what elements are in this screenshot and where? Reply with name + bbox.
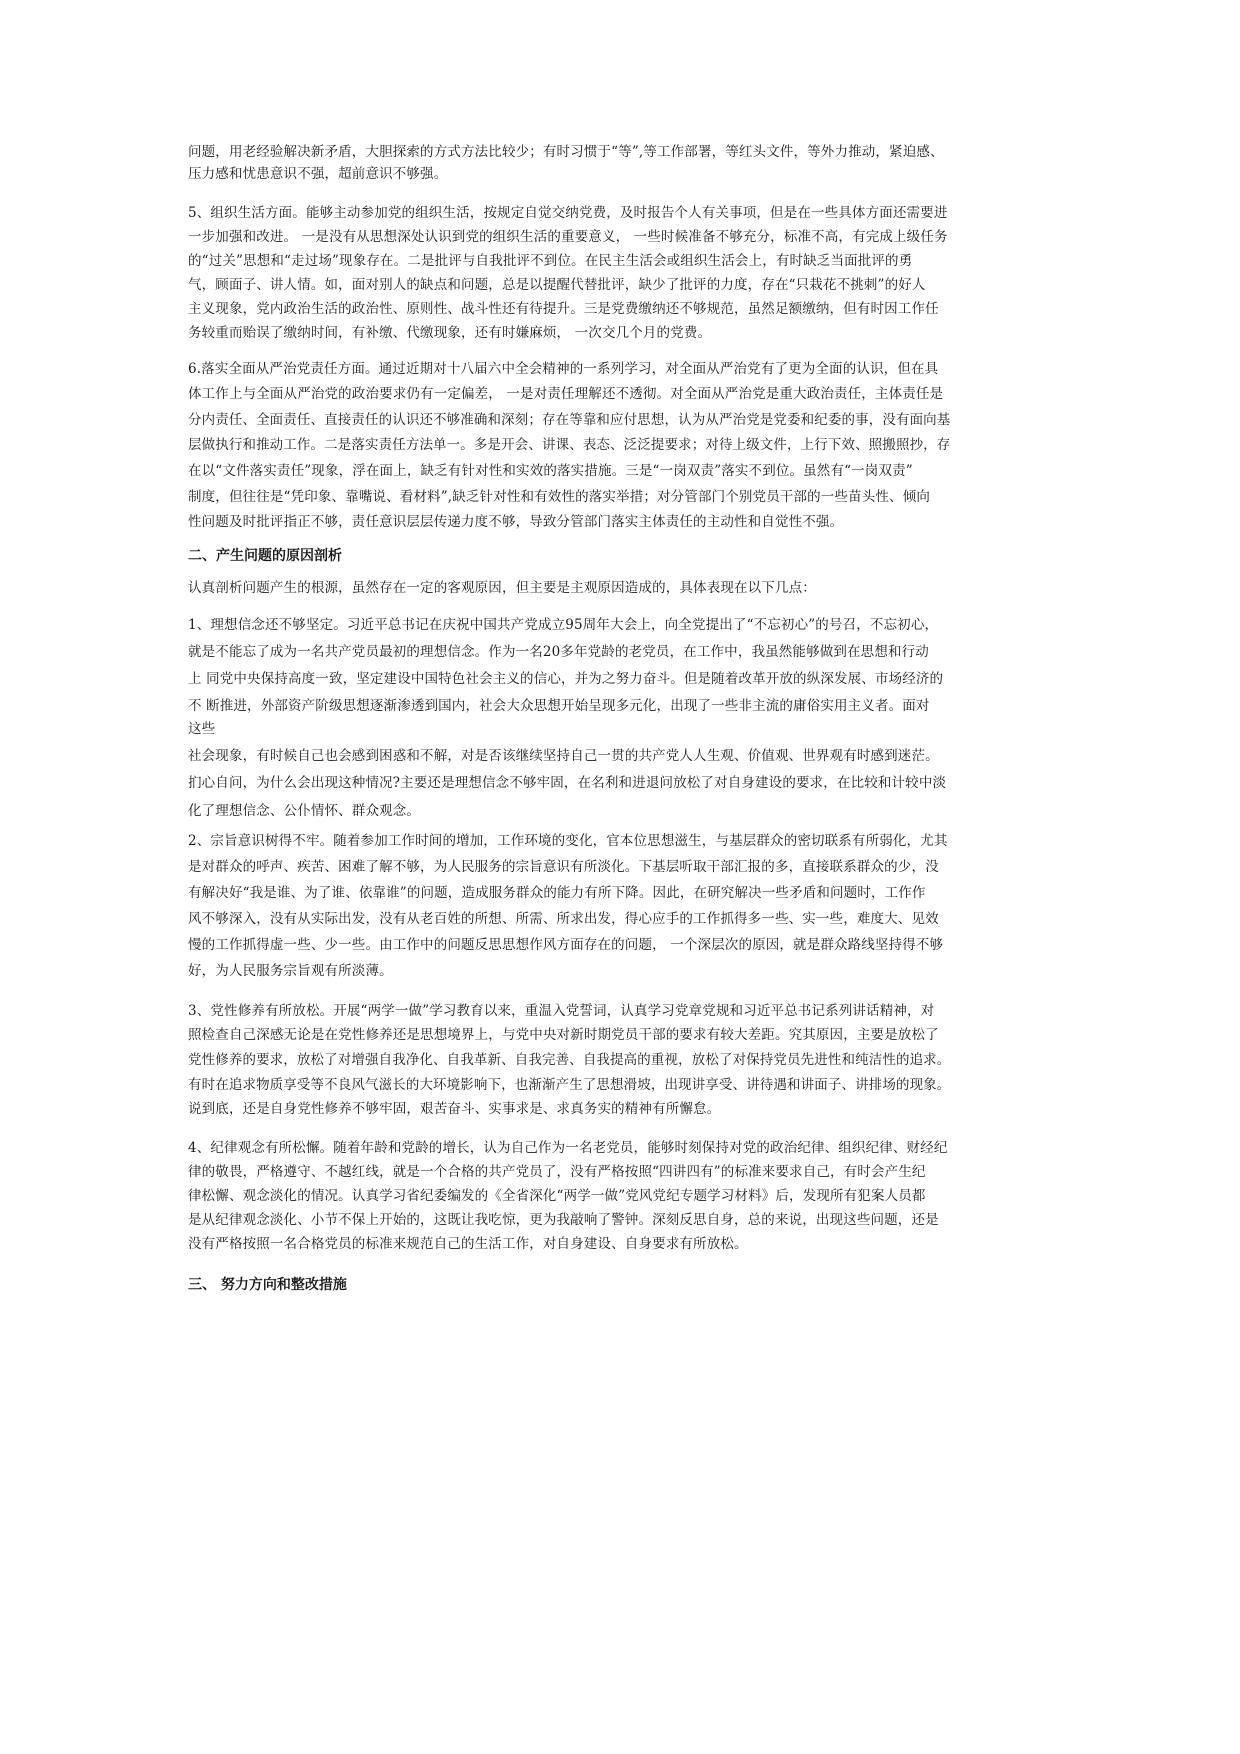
text-line: 说到底，还是自身党性修养不够牢固，艰苦奋斗、实事求是、求真务实的精神有所懈怠。 <box>188 1101 721 1117</box>
text-line: 4、纪律观念有所松懈。随着年龄和党龄的增长，认为自己作为一名老党员，能够时刻保持对党的政治纪律、组织纪律、财经纪 <box>188 1140 948 1156</box>
text-line: 这些 <box>188 721 216 737</box>
text-line: 照检查自己深感无论是在党性修养还是思想境界上，与党中央对新时期党员干部的要求有较大差距。究其原因，主要是放松了 <box>188 1027 939 1043</box>
text-line: 层做执行和推动工作。二是落实责任方法单一。多是开会、讲课、表态、泛泛提要求；对待上级文件，上行下效、照搬照抄，存 <box>188 437 951 453</box>
text-line: 主义现象，党内政治生活的政治性、原则性、战斗性还有待提升。三是党费缴纳还不够规范，虽然足额缴纳，但有时因工作任 <box>188 301 939 317</box>
text-line: 就是不能忘了成为一名共产党员最初的理想信念。作为一名20多年党龄的老党员，在工作中，我虽然能够做到在思想和行动 <box>188 644 929 660</box>
text-line: 是对群众的呼声、疾苦、困难了解不够，为人民服务的宗旨意识有所淡化。下基层听取干部汇报的多，直接联系群众的少，没 <box>188 859 939 875</box>
text-line: 风不够深入，没有从实际出发，没有从老百姓的所想、所需、所求出发，得心应手的工作抓得多一些、实一些，难度大、见效 <box>188 911 939 927</box>
text-line: 一步加强和改进。 一是没有从思想深处认识到党的组织生活的重要意义， 一些时候准备不够充分，标准不高，有完成上级任务 <box>188 229 948 245</box>
text-line: 体工作上与全面从严治党的政治要求仍有一定偏差， 一是对责任理解还不透彻。对全面从严治党是重大政治责任，主体责任是 <box>188 386 944 402</box>
text-line: 律松懈、观念淡化的情况。认真学习省纪委编发的《全省深化“两学一做”党风党纪专题学习材料》后，发现所有犯案人员都 <box>188 1188 926 1204</box>
text-line: 1、理想信念还不够坚定。习近平总书记在庆祝中国共产党成立95周年大会上，向全党提出了“不忘初心”的号召，不忘初心， <box>188 617 939 633</box>
text-line: 制度，但往往是“凭印象、靠嘴说、看材料”,缺乏针对性和有效性的落实举措；对分管部门个别党员干部的一些苗头性、倾向 <box>188 489 930 505</box>
text-line: 气，顾面子、讲人情。如，面对别人的缺点和问题，总是以提醒代替批评，缺少了批评的力度，存在“只栽花不挑刺”的好人 <box>188 277 926 293</box>
text-line: 上 同党中央保持高度一致，坚定建设中国特色社会主义的信心，并为之努力奋斗。但是随着改革开放的纵深发展、市场经济的 <box>188 671 944 687</box>
text-line: 务较重而贻误了缴纳时间，有补缴、代缴现象，还有时嫌麻烦， 一次交几个月的党费。 <box>188 325 712 341</box>
text-line: 有时在追求物质享受等不良风气滋长的大环境影响下，也渐渐产生了思想滑坡，出现讲享受、讲待遇和讲面子、讲排场的现象。 <box>188 1077 951 1093</box>
text-line: 好，为人民服务宗旨观有所淡薄。 <box>188 963 393 979</box>
text-line: 没有严格按照一名合格党员的标准来规范自己的生活工作，对自身建设、自身要求有所放松。 <box>188 1236 748 1252</box>
text-line: 2、宗旨意识树得不牢。随着参加工作时间的增加，工作环境的变化，官本位思想滋生，与基层群众的密切联系有所弱化，尤其 <box>188 833 948 849</box>
text-line: 5、组织生活方面。能够主动参加党的组织生活，按规定自觉交纳党费，及时报告个人有关事项，但是在一些具体方面还需要进 <box>188 205 948 221</box>
text-line: 的“过关”思想和“走过场”现象存在。二是批评与自我批评不到位。在民主生活会或组织生活会上，有时缺乏当面批评的勇 <box>188 253 913 269</box>
text-line: 慢的工作抓得虚一些、少一些。由工作中的问题反思思想作风方面存在的问题， 一个深层次的原因，就是群众路线坚持得不够 <box>188 937 944 953</box>
text-line: 是从纪律观念淡化、小节不保上开始的，这既让我吃惊，更为我敲响了警钟。深刻反思自身，总的来说，出现这些问题，还是 <box>188 1212 939 1228</box>
text-line: 在以“文件落实责任”现象，浮在面上，缺乏有针对性和实效的落实措施。三是“一岗双责”落实不到位。虽然有“一岗双责” <box>188 463 913 479</box>
text-line: 问题，用老经验解决新矛盾，大胆探索的方式方法比较少；有时习惯于“等”,等工作部署，等红头文件，等外力推动，紧迫感、 <box>188 144 944 160</box>
text-line: 扪心自问，为什么会出现这种情况?主要还是理想信念不够牢固，在名利和进退问放松了对自身建设的要求，在比较和计较中淡 <box>188 775 947 791</box>
text-line: 认真剖析问题产生的根源，虽然存在一定的客观原因，但主要是主观原因造成的，具体表现在以下几点： <box>188 580 816 596</box>
text-line: 律的敬畏，严格遵守、不越红线，就是一个合格的共产党员了，没有严格按照“四讲四有”的标准来要求自己，有时会产生纪 <box>188 1164 926 1180</box>
text-line: 化了理想信念、公仆情怀、群众观念。 <box>188 803 421 819</box>
text-line: 6.落实全面从严治党责任方面。通过近期对十八届六中全会精神的一系列学习，对全面从严治党有了更为全面的认识，但在具 <box>188 361 939 377</box>
text-line: 性问题及时批评指正不够，责任意识层层传递力度不够，导致分管部门落实主体责任的主动性和自觉性不强。 <box>188 514 844 530</box>
text-line: 分内责任、全面责任、直接责任的认识还不够准确和深刻；存在等靠和应付思想，认为从严治党是党委和纪委的事，没有面向基 <box>188 412 951 428</box>
text-line: 压力感和忧患意识不强，超前意识不够强。 <box>188 166 448 182</box>
text-line: 党性修养的要求，放松了对增强自我净化、自我革新、自我完善、自我提高的重视，放松了对保持党员先进性和纯洁性的追求。 <box>188 1052 951 1068</box>
text-line: 3、党性修养有所放松。开展“两学一做”学习教育以来，重温入党誓词，认真学习党章党规和习近平总书记系列讲话精神，对 <box>188 1003 935 1019</box>
text-line: 有解决好“我是谁、为了谁、依靠谁”的问题，造成服务群众的能力有所下降。因此，在研究解决一些矛盾和问题时，工作作 <box>188 885 926 901</box>
section-heading: 三、 努力方向和整改措施 <box>188 1277 347 1293</box>
section-heading: 二、产生问题的原因剖析 <box>188 548 342 564</box>
text-line: 社会现象，有时候自己也会感到困惑和不解，对是否该继续坚持自己一贯的共产党人人生观、价值观、世界观有时感到迷茫。 <box>188 748 939 764</box>
text-line: 不 断推进，外部资产阶级思想逐渐渗透到国内，社会大众思想开始呈现多元化，出现了一些非主流的庸俗实用主义者。面对 <box>188 698 930 714</box>
